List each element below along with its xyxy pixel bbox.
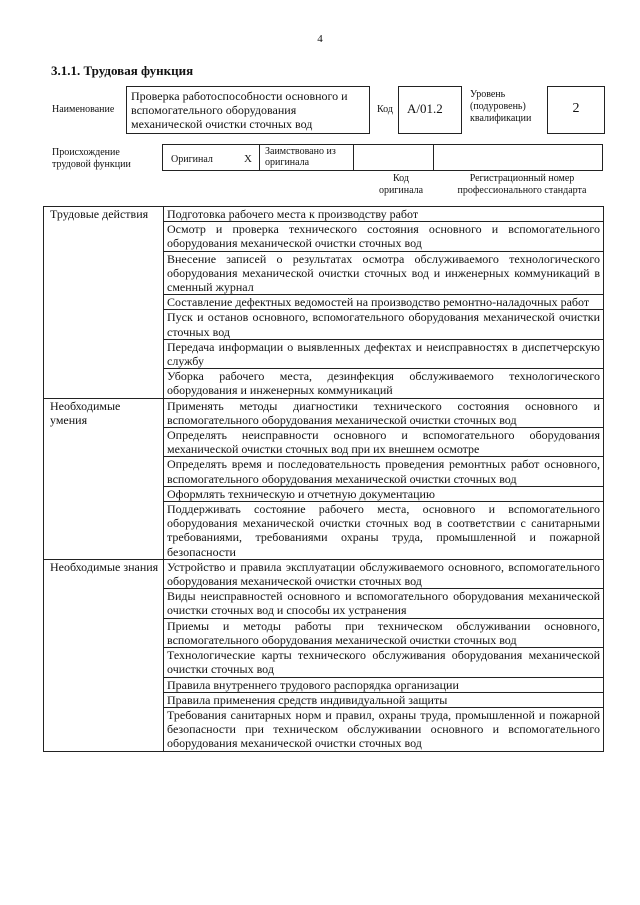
table-cell: Внесение записей о результатах осмотра обслуживаемого технологического оборудования механической очистки сточных вод и инженерных коммуникаций в сменный журнал — [164, 251, 604, 295]
code-value: А/01.2 — [407, 101, 443, 116]
table-cell: Оформлять техническую и отчетную документацию — [164, 486, 604, 501]
table-cell: Устройство и правила эксплуатации обслуживаемого основного, вспомогательного оборудования механической очистки сточных вод — [164, 559, 604, 588]
code-box — [398, 86, 462, 134]
table-cell: Технологические карты технического обслуживания оборудования механической очистки сточных вод — [164, 648, 604, 677]
table-cell: Уборка рабочего места, дезинфекция обслуживаемого технологического оборудования и инженерных коммуникаций — [164, 369, 604, 398]
origin-divider — [433, 145, 434, 170]
table-cell: Применять методы диагностики технического состояния основного и вспомогательного оборудования механической очистки сточных вод — [164, 398, 604, 427]
section-title: 3.1.1. Трудовая функция — [51, 63, 194, 78]
level-label: Уровень (подуровень) квалификации — [470, 89, 532, 124]
caption-code: Код оригинала — [378, 173, 424, 196]
table-cell: Правила применения средств индивидуальной защиты — [164, 692, 604, 707]
table-cell: Определять неисправности основного и вспомогательного оборудования механической очистки сточных вод при их внешнем осмотре — [164, 428, 604, 457]
page-number: 4 — [317, 33, 323, 45]
table-cell: Виды неисправностей основного и вспомогательного оборудования механической очистки сточных вод и способы их устранения — [164, 589, 604, 618]
table-cell: Пуск и останов основного, вспомогательного оборудования механической очистки сточных вод — [164, 310, 604, 339]
table-row — [44, 559, 604, 588]
origin-row — [162, 144, 603, 171]
table-cell: Определять время и последовательность проведения ремонтных работ основного, вспомогательного оборудования механической очистки сточных вод — [164, 457, 604, 486]
table-cell: Подготовка рабочего места к производству работ — [164, 207, 604, 222]
borrowed-label: Заимствовано из оригинала — [265, 146, 336, 168]
table-cell: Правила внутреннего трудового распорядка организации — [164, 677, 604, 692]
table-cell: Требования санитарных норм и правил, охраны труда, промышленной и пожарной безопасности при техническом обслуживании основного и вспомогательного оборудования механической очистки сточных вод — [164, 707, 604, 751]
origin-label: Происхождение трудовой функции — [52, 147, 131, 170]
table-cell: Осмотр и проверка технического состояния основного и вспомогательного оборудования механической очистки сточных вод — [164, 222, 604, 251]
table-cell: Передача информации о выявленных дефектах и неисправностях в диспетчерскую службу — [164, 339, 604, 368]
category-cell: Трудовые действия — [44, 207, 164, 399]
table-row — [44, 207, 604, 222]
original-mark: X — [244, 153, 252, 165]
origin-divider — [353, 145, 354, 170]
code-label: Код — [377, 104, 393, 115]
origin-divider — [259, 145, 260, 170]
table-cell: Поддерживать состояние рабочего места, основного и вспомогательного оборудования механической очистки сточных вод в соответствии с санитарными требованиями, требованиями охраны труда, промышленной и пожарной безопасности — [164, 502, 604, 560]
table-cell: Составление дефектных ведомостей на производство ремонтно-наладочных работ — [164, 295, 604, 310]
function-table — [43, 206, 604, 752]
function-name-value: Проверка работоспособности основного и вспомогательного оборудования механической очистки сточных вод — [131, 89, 348, 131]
function-name-box — [126, 86, 370, 134]
name-label: Наименование — [52, 104, 115, 115]
level-box — [547, 86, 605, 134]
table-cell: Приемы и методы работы при техническом обслуживании основного, вспомогательного оборудования механической очистки сточных вод — [164, 618, 604, 647]
table-row — [44, 398, 604, 427]
original-label: Оригинал — [171, 154, 213, 165]
category-cell: Необходимые умения — [44, 398, 164, 559]
category-cell: Необходимые знания — [44, 559, 164, 751]
caption-reg: Регистрационный номер профессионального стандарта — [457, 173, 587, 196]
level-value: 2 — [572, 101, 580, 116]
